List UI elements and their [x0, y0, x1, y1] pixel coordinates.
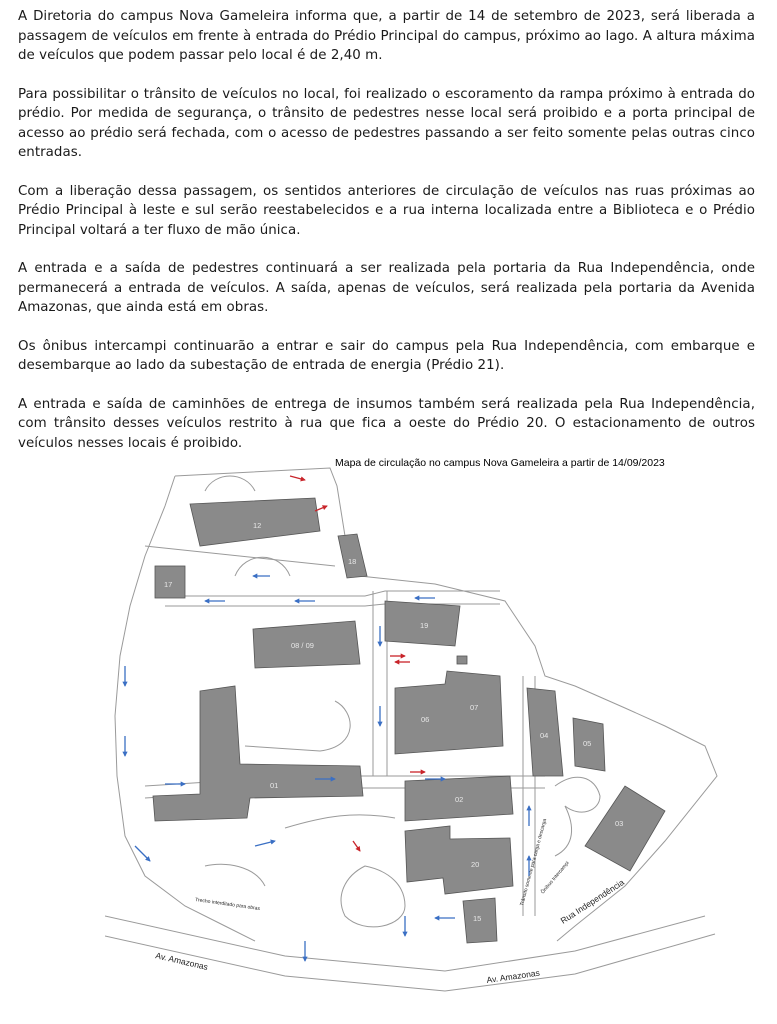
svg-text:19: 19 [420, 621, 429, 630]
building-12 [190, 498, 320, 546]
svg-text:06: 06 [421, 715, 430, 724]
building-19 [385, 601, 460, 646]
paragraph-5: Os ônibus intercampi continuarão a entrar e sair do campus pela Rua Independência, com embarque e desembarque ao lado da subestação de entrada de energia (Prédio 21). [18, 338, 755, 373]
notice-text [18, 7, 755, 472]
building-08-09 [253, 621, 360, 668]
label-av-amazonas-right: Av. Amazonas [485, 967, 541, 985]
street-labels [155, 818, 627, 985]
building-04 [527, 688, 563, 776]
svg-text:01: 01 [270, 781, 279, 790]
buildings [153, 498, 665, 943]
svg-text:18: 18 [348, 557, 357, 566]
building-05 [573, 718, 605, 771]
building-20 [405, 826, 513, 894]
paragraph-3: Com a liberação dessa passagem, os sentidos anteriores de circulação de veículos nas ruas próximas ao Prédio Principal à leste e sul serão reestabelecidos e a rua interna localizada entre a Biblioteca e o Prédio Principal voltará a ter fluxo de mão única. [18, 183, 755, 238]
svg-text:02: 02 [455, 795, 464, 804]
svg-text:03: 03 [615, 819, 624, 828]
map-svg [105, 446, 777, 1024]
label-onibus-intercampi: Ônibus Intercampi [539, 860, 571, 896]
building-03 [585, 786, 665, 871]
building-02 [405, 776, 513, 821]
svg-text:08 / 09: 08 / 09 [291, 641, 314, 650]
building-01 [153, 686, 363, 821]
paragraph-6: A entrada e saída de caminhões de entrega de insumos também será realizada pela Rua Independência, com trânsito desses veículos restrito à rua que fica a oeste do Prédio 20. O estacionamento de outros veículos nesses locais é proibido. [18, 396, 755, 451]
building-15 [463, 898, 497, 943]
svg-text:20: 20 [471, 860, 480, 869]
label-trecho-obras: Trecho interditado para obras [194, 897, 261, 913]
campus-circulation-map [105, 446, 777, 1024]
map-title: Mapa de circulação no campus Nova Gameleira a partir de 14/09/2023 [335, 457, 665, 469]
svg-text:12: 12 [253, 521, 262, 530]
building-18 [338, 534, 367, 578]
label-rua-independencia: Rua Independência [558, 877, 626, 926]
building-06-07 [395, 671, 503, 754]
paragraph-1: A Diretoria do campus Nova Gameleira informa que, a partir de 14 de setembro de 2023, será liberada a passagem de veículos em frente à entrada do Prédio Principal do campus, próximo ao lago. A altura máxima de veículos que podem passar pelo local é de 2,40 m. [18, 9, 755, 63]
label-carga-descarga: Trânsito somente para carga e descarga [519, 818, 549, 907]
building-17 [155, 566, 185, 598]
paragraph-2: Para possibilitar o trânsito de veículos no local, foi realizado o escoramento da rampa próximo à entrada do prédio. Por medida de segurança, o trânsito de pedestres nesse local será proibido e a porta principal de acesso ao prédio será fechada, com o acesso de pedestres passando a ser feito somente pelas outras cinco entradas. [18, 86, 755, 160]
paragraph-4: A entrada e a saída de pedestres continuará a ser realizada pela portaria da Rua Independência, onde permanecerá a entrada de veículos. A saída, apenas de veículos, será realizada pela portaria da Avenida Amazonas, que ainda está em obras. [18, 261, 755, 315]
svg-text:05: 05 [583, 739, 592, 748]
small-building [457, 656, 467, 664]
svg-text:17: 17 [164, 580, 173, 589]
svg-text:04: 04 [540, 731, 549, 740]
label-av-amazonas-left: Av. Amazonas [154, 950, 209, 972]
svg-text:15: 15 [473, 914, 482, 923]
svg-text:07: 07 [470, 703, 479, 712]
